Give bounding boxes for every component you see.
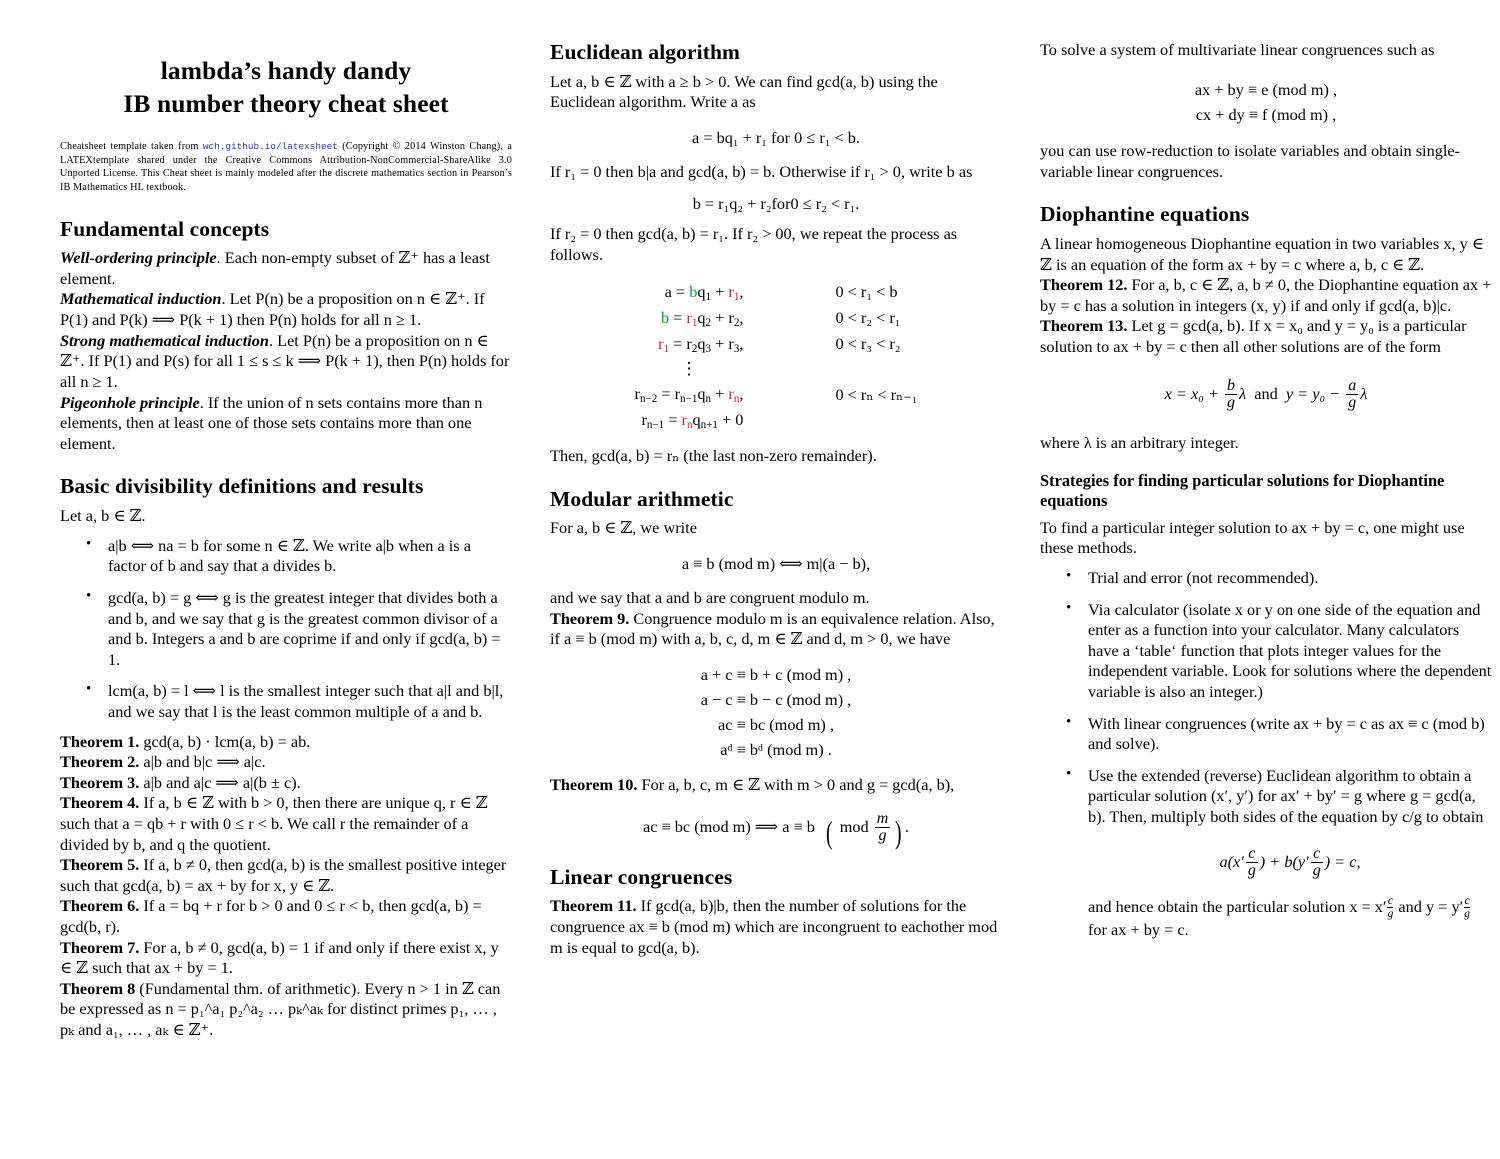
section-fundamental-concepts: Fundamental concepts xyxy=(60,216,270,241)
theorem-2 xyxy=(60,752,512,773)
eqarr-gap xyxy=(743,382,835,408)
theorem-1 xyxy=(60,732,512,753)
theorem-3-body: a|b and a|c ⟹ a|(b ± c). xyxy=(143,772,301,792)
eq-t10-mod: mod xyxy=(839,817,869,837)
multivariate-intro: To solve a system of multivariate linear congruences such as xyxy=(1040,40,1435,59)
section-euclidean-algorithm: Euclidean algorithm xyxy=(550,40,741,64)
theorem-13-label: Theorem 13. xyxy=(1040,316,1128,336)
theorem-3-label: Theorem 3. xyxy=(60,772,140,792)
equation-theorem-13 xyxy=(1040,378,1492,412)
theorem-11-label: Theorem 11. xyxy=(550,896,637,916)
frac-denominator: g xyxy=(1247,861,1256,879)
strong-induction-name: Strong mathematical induction xyxy=(60,330,269,350)
strategy-4-text: Use the extended (reverse) Euclidean algorithm to obtain a particular solution (x′, y′) for ax′ + by′ = g where g = gcd(a, b). Then, multiply both sides of the equation by c/g to obtain xyxy=(1088,765,1484,827)
page-title xyxy=(60,54,512,120)
euclidean-algorithm-array xyxy=(635,279,918,434)
divisibility-definition-list xyxy=(60,536,512,723)
theorem-1-body: gcd(a, b) · lcm(a, b) = ab. xyxy=(143,731,311,751)
theorem-8 xyxy=(60,979,512,1041)
eqarr-gap xyxy=(743,305,835,331)
pigeonhole-name: Pigeonhole principle xyxy=(60,392,200,412)
eqarr-gap xyxy=(743,279,835,305)
theorem-6-body: If a = bq + r for b > 0 and 0 ≤ r < b, then gcd(a, b) = gcd(b, r). xyxy=(60,896,482,937)
frac-numerator: b xyxy=(1227,376,1236,394)
eqarr-lhs-2: $b = r_1q_2 + r_2$, xyxy=(660,307,744,329)
theorem-8-body: (Fundamental thm. of arithmetic). Every n > 1 in ℤ can be expressed as n = p₁^a₁ p₂^a₂ … pₖ^aₖ for distinct primes p₁, … , pₖ and a₁, … , aₖ ∈ ℤ⁺. xyxy=(60,978,501,1040)
eq-t10-left: ac ≡ bc (mod m) ⟹ a ≡ b xyxy=(643,817,815,837)
column-2 xyxy=(550,36,1002,958)
where-lambda-statement: where λ is an arbitrary integer. xyxy=(1040,433,1239,453)
eq13-right: y = y₀ − xyxy=(1285,383,1341,403)
credit-before: Cheatsheet template taken from xyxy=(60,141,203,153)
hence-p2: and y = y′ xyxy=(1398,897,1464,917)
frac-numerator: c xyxy=(1313,844,1321,862)
euclidean-intro: Let a, b ∈ ℤ with a ≥ b > 0. We can find gcd(a, b) using the Euclidean algorithm. Write a as xyxy=(550,71,938,112)
for-a-b-statement: For a, b ∈ ℤ, we write xyxy=(550,518,697,538)
eqarr-lhs-3: $r_1 = r_2q_3 + r_3$, xyxy=(658,333,744,355)
congruent-modulo-statement: and we say that a and b are congruent modulo m. xyxy=(550,588,870,608)
frac-denominator: g xyxy=(875,827,891,844)
section-linear-congruences: Linear congruences xyxy=(550,864,733,889)
eqarr-gap xyxy=(743,408,835,434)
congruence-property-2: a − c ≡ b − c (mod m) , xyxy=(700,690,852,710)
theorem-2-body: a|b and b|c ⟹ a|c. xyxy=(143,752,266,772)
eqarr-cond-2: 0 < r₂ < r₁ xyxy=(835,308,901,328)
theorem-12-body: For a, b, c ∈ ℤ, a, b ≠ 0, the Diophantine equation ax + by = c has a solution in integers (x, y) if and only if gcd(a, b)|c. xyxy=(1040,275,1492,315)
table-row xyxy=(635,357,918,381)
theorem-4-body: If a, b ∈ ℤ with b > 0, then there are unique q, r ∈ ℤ such that a = qb + r with 0 ≤ r < b. We call r the remainder of a divided by b, and q the quotient. xyxy=(60,793,488,854)
table-row xyxy=(635,331,918,357)
frac-denominator: g xyxy=(1464,907,1471,921)
induction-name: Mathematical induction xyxy=(60,289,222,309)
fraction-c-over-g-1 xyxy=(1246,846,1258,880)
frac-denominator: g xyxy=(1348,393,1357,411)
section-modular-arithmetic: Modular arithmetic xyxy=(550,486,734,511)
theorem-5-label: Theorem 5. xyxy=(60,855,140,875)
congruence-property-1: a + c ≡ b + c (mod m) , xyxy=(700,664,852,684)
table-row xyxy=(635,279,918,305)
frac-denominator: g xyxy=(1387,907,1394,921)
theorem-1-label: Theorem 1. xyxy=(60,731,140,751)
eqarr-cond-1: 0 < r₁ < b xyxy=(835,282,898,302)
eq13-and: and xyxy=(1254,383,1278,403)
theorem-12 xyxy=(1040,275,1492,316)
list-item-extended-euclid xyxy=(1074,766,1492,941)
hence-statement xyxy=(1088,895,1492,941)
mathematical-induction xyxy=(60,289,512,330)
row-reduction-statement: you can use row-reduction to isolate variables and obtain single-variable linear congruences. xyxy=(1040,140,1461,181)
eqarr-cond-n: 0 < rₙ < rₙ₋₁ xyxy=(835,384,918,404)
eq-strategy-p1: a(x′ xyxy=(1219,851,1244,871)
pigeonhole-principle xyxy=(60,393,512,455)
let-a-b-statement: Let a, b ∈ ℤ. xyxy=(60,506,146,526)
column-3 xyxy=(1040,36,1492,950)
then-gcd-statement: Then, gcd(a, b) = rₙ (the last non-zero remainder). xyxy=(550,445,877,465)
eqarr-cond-blank xyxy=(835,357,917,381)
theorem-9-body: Congruence modulo m is an equivalence relation. Also, if a ≡ b (mod m) with a, b, c, d, m ∈ ℤ and d, m > 0, we have xyxy=(550,608,995,649)
equation-b-division: b = r₁q₂ + r₂for0 ≤ r₂ < r₁. xyxy=(692,193,860,213)
title-line-2: IB number theory cheat sheet xyxy=(123,89,449,119)
list-item: • lcm(a, b) = l ⟺ l is the smallest integer such that a|l and b|l, and we say that l is the least common multiple of a and b. xyxy=(94,681,512,722)
lambda-symbol-2: λ xyxy=(1360,383,1368,403)
system-equation-1: ax + by ≡ e (mod m) , xyxy=(1194,79,1338,99)
theorem-6 xyxy=(60,896,512,937)
list-item: • With linear congruences (write ax + by = c as ax ≡ c (mod b) and solve). xyxy=(1074,714,1492,755)
frac-numerator: c xyxy=(1248,844,1256,862)
table-row xyxy=(635,382,918,408)
eqarr-gap xyxy=(743,357,835,381)
theorem-11 xyxy=(550,896,1002,958)
diophantine-intro: A linear homogeneous Diophantine equation in two variables x, y ∈ ℤ is an equation of the form ax + by = c where a, b, c ∈ ℤ. xyxy=(1040,233,1484,274)
fraction-m-over-g xyxy=(875,811,891,845)
template-source-link[interactable]: wch.github.io/latexsheet xyxy=(202,141,338,153)
eq-strategy-p2: ) + b(y′ xyxy=(1259,851,1309,871)
theorem-10-body: For a, b, c, m ∈ ℤ with m > 0 and g = gcd(a, b), xyxy=(641,774,955,794)
strong-mathematical-induction xyxy=(60,331,512,393)
theorem-7-body: For a, b ≠ 0, gcd(a, b) = 1 if and only if there exist x, y ∈ ℤ such that ax + by = 1. xyxy=(60,937,499,978)
title-line-1: lambda’s handy dandy xyxy=(160,56,412,85)
theorem-13 xyxy=(1040,316,1492,357)
well-ordering-name: Well-ordering principle xyxy=(60,248,217,268)
eq-strategy-p3: ) = c, xyxy=(1324,851,1361,871)
if-r1-zero: If r₁ = 0 then b|a and gcd(a, b) = b. Otherwise if r₁ > 0, write b as xyxy=(550,162,973,182)
subsection-strategies: Strategies for finding particular solutions for Diophantine equations xyxy=(1040,470,1445,510)
hence-p3: for ax + by = c. xyxy=(1088,920,1189,940)
frac-numerator: a xyxy=(1348,376,1357,394)
credit-after: (Copyright © 2014 Winston Chang), a LATEXtemplate shared under the Creative Commons Attribution-NonCommercial-ShareAlike 3.0 Unported License. This Cheat sheet is mainly modeled after the discrete mathematics section in Pearson’s IB Mathematics HL textbook. xyxy=(60,141,512,193)
eqarr-lhs-1: $a = bq_1 + r_1$, xyxy=(664,281,744,303)
fraction-b-over-g xyxy=(1225,378,1237,412)
theorem-5 xyxy=(60,855,512,896)
frac-denominator: g xyxy=(1227,393,1236,411)
strategies-intro: To find a particular integer solution to ax + by = c, one might use these methods. xyxy=(1040,517,1465,558)
section-basic-divisibility: Basic divisibility definitions and results xyxy=(60,474,424,499)
eqarr-cond-blank2 xyxy=(835,408,917,434)
eq13-left: x = x₀ + xyxy=(1164,383,1219,403)
theorem-5-body: If a, b ≠ 0, then gcd(a, b) is the smallest positive integer such that gcd(a, b) = ax + by for x, y ∈ ℤ. xyxy=(60,855,507,895)
list-item: • a|b ⟺ na = b for some n ∈ ℤ. We write a|b when a is a factor of b and say that a divides b. xyxy=(94,536,512,577)
theorem-6-label: Theorem 6. xyxy=(60,896,140,916)
well-ordering-body: . Each non-empty subset of ℤ⁺ has a least element. xyxy=(60,248,490,288)
theorem-9-label: Theorem 9. xyxy=(550,608,630,628)
inline-fraction-c-over-g-1 xyxy=(1387,895,1393,920)
induction-body: . Let P(n) be a proposition on n ∈ ℤ⁺. If P(1) and P(k) ⟹ P(k + 1) then P(n) holds for all n ≥ 1. xyxy=(60,289,485,330)
list-item: • Trial and error (not recommended). xyxy=(1074,568,1492,589)
theorem-4-label: Theorem 4. xyxy=(60,793,140,813)
equation-congruence-definition: a ≡ b (mod m) ⟺ m|(a − b), xyxy=(681,553,871,573)
theorem-12-label: Theorem 12. xyxy=(1040,275,1128,295)
eqarr-gap xyxy=(743,331,835,357)
equation-strategy-multiply xyxy=(1088,846,1492,880)
theorem-2-label: Theorem 2. xyxy=(60,752,140,772)
theorem-9 xyxy=(550,609,1002,650)
pigeonhole-body: . If the union of n sets contains more than n elements, then at least one of those sets contains more than one element. xyxy=(60,392,483,453)
table-row xyxy=(635,305,918,331)
theorem-11-body: If gcd(a, b)|b, then the number of solutions for the congruence ax ≡ b (mod m) which are incongruent to eachother mod m is equal to gcd(a, b). xyxy=(550,896,998,957)
column-1 xyxy=(60,36,512,1041)
credit-block xyxy=(60,140,512,194)
congruence-property-3: ac ≡ bc (mod m) , xyxy=(718,715,834,735)
theorem-7-label: Theorem 7. xyxy=(60,937,140,957)
frac-numerator: c xyxy=(1387,894,1394,908)
system-equation-2: cx + dy ≡ f (mod m) , xyxy=(1195,104,1337,124)
lambda-symbol-1: λ xyxy=(1239,383,1247,403)
frac-numerator: c xyxy=(1464,894,1470,908)
theorem-8-label: Theorem 8 xyxy=(60,978,136,998)
inline-fraction-c-over-g-2 xyxy=(1464,895,1470,920)
fraction-c-over-g-2 xyxy=(1311,846,1323,880)
theorem-4 xyxy=(60,793,512,855)
hence-p1: and hence obtain the particular solution x = x′ xyxy=(1088,897,1387,917)
congruence-property-4: aᵈ ≡ bᵈ (mod m) . xyxy=(720,740,832,760)
strategies-list xyxy=(1040,568,1492,941)
table-row xyxy=(635,408,918,434)
theorem-7 xyxy=(60,938,512,979)
section-diophantine-equations: Diophantine equations xyxy=(1040,202,1250,227)
eqarr-lhs-n2: $r_{n-2} = r_{n-1}q_n + r_n$, xyxy=(634,384,744,406)
eqarr-cond-3: 0 < r₃ < r₂ xyxy=(835,334,901,354)
frac-numerator: m xyxy=(876,810,889,828)
equation-a-division: a = bq₁ + r₁ for 0 ≤ r₁ < b. xyxy=(692,127,860,147)
theorem-10-label: Theorem 10. xyxy=(550,774,638,794)
list-item: • Via calculator (isolate x or y on one side of the equation and enter as a function into your calculator. Many calculators have a ‘table‘ function that plots integer values for the independent variable. Look for solutions where the dependent variable is also an integer.) xyxy=(1074,600,1492,703)
eqarr-lhs-n1: $r_{n-1} = r_nq_{n+1} + 0$ xyxy=(641,410,744,432)
theorem-3 xyxy=(60,773,512,794)
fraction-a-over-g xyxy=(1346,378,1358,412)
list-item: • gcd(a, b) = g ⟺ g is the greatest integer that divides both a and b, and we say that g is the greatest common divisor of a and b. Integers a and b are coprime if and only if gcd(a, b) = 1. xyxy=(94,588,512,670)
equation-theorem-10: ac ≡ bc (mod m) ⟹ a ≡ b ( mod $\frac{m}{g}$ ) . xyxy=(643,810,909,850)
eqarr-vdots: ⋮ xyxy=(680,358,698,378)
well-ordering-principle xyxy=(60,248,512,289)
theorem-10 xyxy=(550,775,1002,796)
theorem-13-body: Let g = gcd(a, b). If x = x₀ and y = y₀ is a particular solution to ax + by = c then all other solutions are of the form xyxy=(1040,316,1467,356)
frac-denominator: g xyxy=(1312,861,1321,879)
if-r2-zero: If r₂ = 0 then gcd(a, b) = r₁. If r₂ > 00, we repeat the process as follows. xyxy=(550,223,958,264)
strong-induction-body: . Let P(n) be a proposition on n ∈ ℤ⁺. If P(1) and P(s) for all 1 ≤ s ≤ k ⟹ P(k + 1), then P(n) holds for all n ≥ 1. xyxy=(60,330,510,391)
